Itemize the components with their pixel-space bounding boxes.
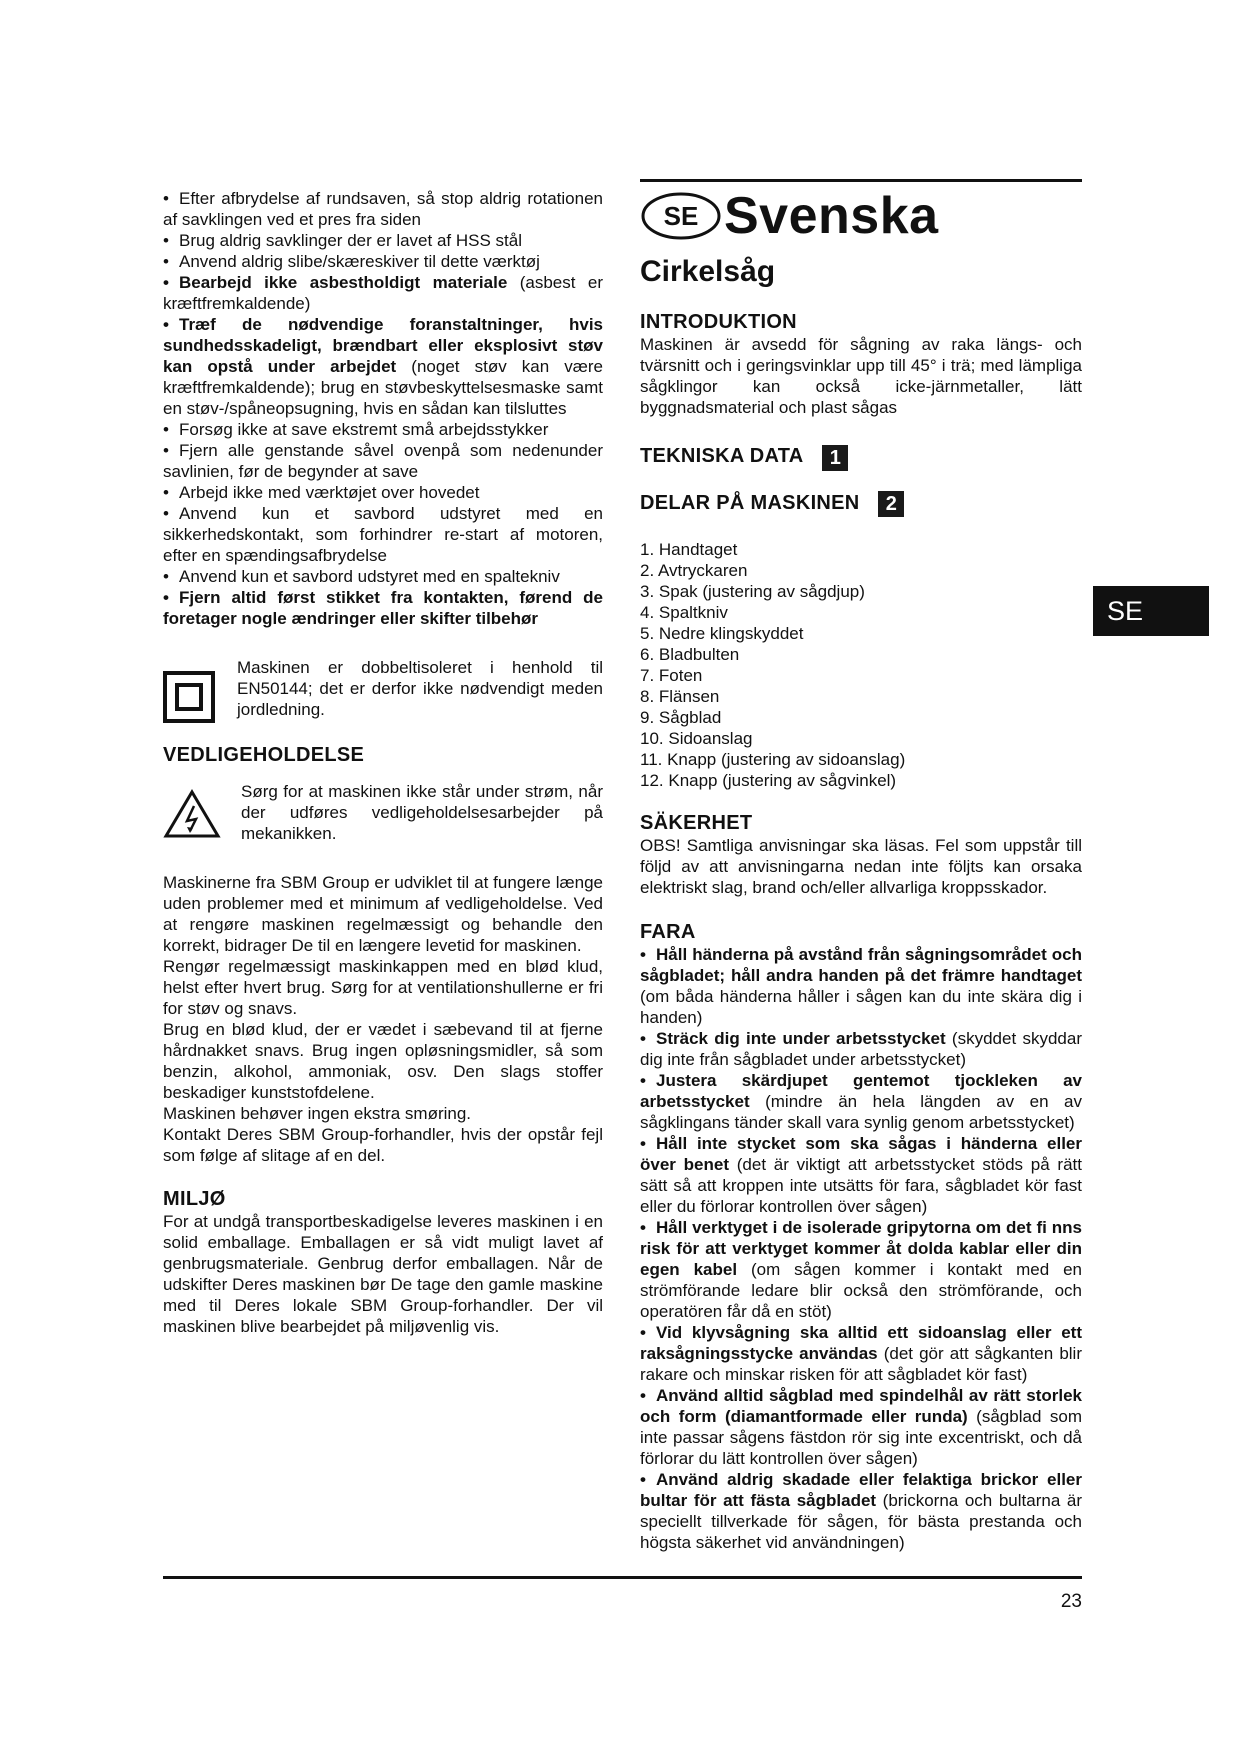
maintenance-p3: Brug en blød klud, der er vædet i sæbevand til at fjerne hårdnakket snavs. Brug ingen opløsningsmidler, så som benzin, alkohol, ammoniak, osv. Den slags stoffer beskadiger kunststofdelene.	[163, 1020, 603, 1102]
figure-badge-1: 1	[822, 445, 848, 471]
double-insulation-text: Maskinen er dobbeltisoleret i henhold til EN50144; det er derfor ikke nødvendigt meden jordledning.	[237, 658, 603, 719]
part-item: 9. Sågblad	[640, 708, 722, 728]
part-item: 8. Flänsen	[640, 687, 720, 707]
part-item: 4. Spaltkniv	[640, 603, 728, 623]
bullet-dot: •	[163, 189, 169, 208]
bullet-dot: •	[163, 588, 169, 607]
bullet-bold-text: Justera skärdjupet gentemot tjockleken av arbetsstycket	[640, 1071, 1082, 1112]
right-column	[640, 186, 1082, 1553]
bullet-text: Fjern alle genstande såvel ovenpå som nedenunder savlinien, før de begynder at save	[163, 441, 603, 481]
bullet-text: (mindre än hela längden av en av sågklingans tänder skall vara synlig genom arbetsstycket)	[640, 1092, 1082, 1133]
maintenance-p5: Kontakt Deres SBM Group-forhandler, hvis der opstår fejl som følge af slitage af en del.	[163, 1125, 603, 1165]
bullet-dot: •	[640, 1218, 646, 1238]
bullet-dot: •	[163, 567, 169, 586]
bullet-text: (om sågen kommer i kontakt med en strömförande ledare blir också den strömförande, och operatören får då en stöt)	[640, 1260, 1082, 1322]
bullet-dot: •	[640, 1134, 646, 1154]
part-item: 7. Foten	[640, 666, 703, 686]
bullet-item	[163, 314, 603, 419]
bullet-item	[640, 1070, 1082, 1133]
bullet-item	[640, 944, 1082, 1028]
part-item: 2. Avtryckaren	[640, 561, 748, 581]
bullet-text: Arbejd ikke med værktøjet over hovedet	[179, 483, 480, 502]
bullet-item	[163, 251, 603, 272]
figure-badge-2: 2	[878, 491, 904, 517]
bullet-dot: •	[640, 1029, 646, 1049]
bullet-item	[640, 1028, 1082, 1070]
intro-heading: INTRODUKTION	[640, 311, 797, 333]
part-item: 11. Knapp (justering av sidoanslag)	[640, 750, 906, 770]
language-name: Svenska	[724, 187, 939, 245]
intro-text: Maskinen är avsedd för sågning av raka längs- och tvärsnitt och i geringsvinklar upp till 45° i trä; med lämpliga sågklingor kan också icke-järnmetaller, lätt byggnadsmaterial och plast sågas	[640, 335, 1082, 417]
bullet-item	[163, 188, 603, 230]
double-insulation-block	[163, 657, 603, 723]
bullet-bold-text: Sträck dig inte under arbetsstycket	[656, 1029, 946, 1049]
bullet-dot: •	[163, 504, 169, 523]
part-item: 1. Handtaget	[640, 540, 738, 560]
bullet-text: (det gör att sågkanten blir rakare och minskar risken för att sågbladet kör fast)	[640, 1344, 1082, 1385]
bullet-item	[163, 440, 603, 482]
maintenance-paragraphs	[163, 872, 603, 1166]
danger-bullets	[640, 944, 1082, 1553]
bullet-dot: •	[163, 273, 169, 292]
bullet-item	[640, 1385, 1082, 1469]
maintenance-warning-block	[163, 781, 603, 844]
bullet-item	[163, 272, 603, 314]
bullet-text: Anvend kun et savbord udstyret med en spaltekniv	[179, 567, 560, 586]
environment-heading: MILJØ	[163, 1188, 226, 1210]
bullet-text: Forsøg ikke at save ekstremt små arbejdsstykker	[179, 420, 549, 439]
language-side-tab: SE	[1093, 586, 1209, 636]
bullet-bold-text: Træf de nødvendige foranstaltninger, hvis sundhedsskadeligt, brændbart eller eksplosivt støv kan opstå under arbejdet	[163, 315, 603, 376]
maintenance-p4: Maskinen behøver ingen ekstra smøring.	[163, 1104, 472, 1123]
safety-text: OBS! Samtliga anvisningar ska läsas. Fel som uppstår till följd av att anvisningarna nedan inte följts kan orsaka elektriskt slag, brand och/eller allvarliga kroppsskador.	[640, 836, 1082, 898]
bullet-item	[640, 1133, 1082, 1217]
tech-data-heading: TEKNISKA DATA	[640, 445, 804, 467]
safety-heading: SÄKERHET	[640, 812, 753, 835]
tech-data-heading-row	[640, 444, 1082, 471]
bullet-item	[163, 566, 603, 587]
bullet-text: (noget støv kan være kræftfremkaldende); brug en støvbeskyttelsesmaske samt en støv-/spåneopsugning, hvis en sådan kan tilsluttes	[163, 357, 603, 418]
bullet-bold-text: Vid klyvsågning ska alltid ett sidoanslag eller ett raksågningsstycke användas	[640, 1323, 1082, 1364]
bullet-bold-text: Håll verktyget i de isolerade gripytorna om det fi nns risk för att verktyget kommer åt dolda kablar eller din egen kabel	[640, 1218, 1082, 1280]
maintenance-p2: Rengør regelmæssigt maskinkappen med en blød klud, helst efter hvert brug. Sørg for at ventilationshullerne er fri for støv og snavs.	[163, 957, 603, 1018]
bullet-text: (skyddet skyddar dig inte från sågbladet under arbetsstycket)	[640, 1029, 1082, 1070]
product-title: Cirkelsåg	[640, 255, 776, 288]
bullet-bold-text: Använd alltid sågblad med spindelhål av rätt storlek och form (diamantformade eller runda)	[640, 1386, 1082, 1427]
bullet-dot: •	[640, 1470, 646, 1490]
maintenance-heading: VEDLIGEHOLDELSE	[163, 744, 365, 766]
bullet-bold-text: Fjern altid først stikket fra kontakten, førend de foretager nogle ændringer eller skifter tilbehør	[163, 588, 603, 628]
bullet-item	[163, 503, 603, 566]
part-item: 3. Spak (justering av sågdjup)	[640, 582, 865, 602]
bullet-dot: •	[640, 1323, 646, 1343]
bullet-text: (asbest er kræftfremkaldende)	[163, 273, 603, 313]
language-header	[640, 186, 1082, 246]
part-item: 6. Bladbulten	[640, 645, 740, 665]
bullet-text: (sågblad som inte passar sågens fästdon rör sig inte excentriskt, och då förlorar du lätt kontrollen över sågen)	[640, 1407, 1082, 1469]
bullet-text: (om båda händerna håller i sågen kan du inte skära dig i handen)	[640, 987, 1082, 1028]
bullet-dot: •	[163, 483, 169, 502]
bullet-dot: •	[163, 252, 169, 271]
parts-list	[640, 539, 1082, 791]
parts-heading: DELAR PÅ MASKINEN	[640, 491, 860, 514]
bullet-dot: •	[640, 945, 646, 965]
bullet-item	[163, 230, 603, 251]
parts-heading-row	[640, 491, 1082, 518]
bullet-text: (brickorna och bultarna är speciellt tillverkade för sågen, för bästa prestanda och högsta säkerhet vid användningen)	[640, 1491, 1082, 1553]
left-column	[163, 188, 603, 1337]
part-item: 5. Nedre klingskyddet	[640, 624, 804, 644]
bullet-item	[640, 1217, 1082, 1322]
bullet-text: (det är viktigt att arbetsstycket stöds på rätt sätt så att kroppen inte utsätts för fara, sågbladet kör fast eller du förlorar kontrollen över sågen)	[640, 1155, 1082, 1217]
bottom-rule	[163, 1576, 1082, 1579]
page-number: 23	[1060, 1591, 1082, 1612]
language-code-oval	[640, 191, 722, 241]
part-item: 10. Sidoanslag	[640, 729, 753, 749]
safety-bullets-danish	[163, 188, 603, 629]
top-rule	[640, 179, 1082, 182]
bullet-dot: •	[163, 231, 169, 250]
bullet-dot: •	[640, 1386, 646, 1406]
part-item: 12. Knapp (justering av sågvinkel)	[640, 771, 897, 791]
bullet-dot: •	[163, 441, 169, 460]
bullet-dot: •	[163, 315, 169, 334]
electric-hazard-icon	[163, 789, 221, 839]
maintenance-warning-text: Sørg for at maskinen ikke står under strøm, når der udføres vedligeholdelsesarbejder på mekanikken.	[241, 782, 603, 843]
bullet-item	[163, 587, 603, 629]
bullet-bold-text: Håll händerna på avstånd från sågningsområdet och sågbladet; håll andra handen på det främre handtaget	[640, 945, 1082, 986]
bullet-dot: •	[163, 420, 169, 439]
bullet-item	[640, 1469, 1082, 1553]
bullet-item	[640, 1322, 1082, 1385]
maintenance-p1: Maskinerne fra SBM Group er udviklet til at fungere længe uden problemer med et minimum af vedligeholdelse. Ved at rengøre maskinen regelmæssigt og behandle den korrekt, bidrager De til en længere levetid for maskinen.	[163, 873, 603, 955]
double-insulation-icon	[163, 671, 215, 723]
bullet-bold-text: Bearbejd ikke asbestholdigt materiale	[179, 273, 508, 292]
bullet-text: Anvend aldrig slibe/skæreskiver til dette værktøj	[179, 252, 540, 271]
bullet-dot: •	[640, 1071, 646, 1091]
language-code: SE	[663, 201, 699, 231]
danger-heading: FARA	[640, 921, 696, 944]
bullet-item	[163, 419, 603, 440]
bullet-text: Brug aldrig savklinger der er lavet af HSS stål	[179, 231, 522, 250]
bullet-bold-text: Använd aldrig skadade eller felaktiga brickor eller bultar för att fästa sågbladet	[640, 1470, 1082, 1511]
bullet-item	[163, 482, 603, 503]
bullet-text: Efter afbrydelse af rundsaven, så stop aldrig rotationen af savklingen ved et pres fra siden	[163, 189, 603, 229]
bullet-bold-text: Håll inte stycket som ska sågas i händerna eller över benet	[640, 1134, 1082, 1175]
environment-text: For at undgå transportbeskadigelse leveres maskinen i en solid emballage. Emballagen er så vidt muligt lavet af genbrugsmateriale. Genbrug derfor emballagen. Når de udskifter Deres maskinen bør De tage den gamle maskine med til Deres lokale SBM Group-forhandler. Der vil maskinen blive bearbejdet på miljøvenlig vis.	[163, 1212, 603, 1336]
bullet-text: Anvend kun et savbord udstyret med en sikkerhedskontakt, som forhindrer re-start af motoren, efter en spændingsafbrydelse	[163, 504, 603, 565]
